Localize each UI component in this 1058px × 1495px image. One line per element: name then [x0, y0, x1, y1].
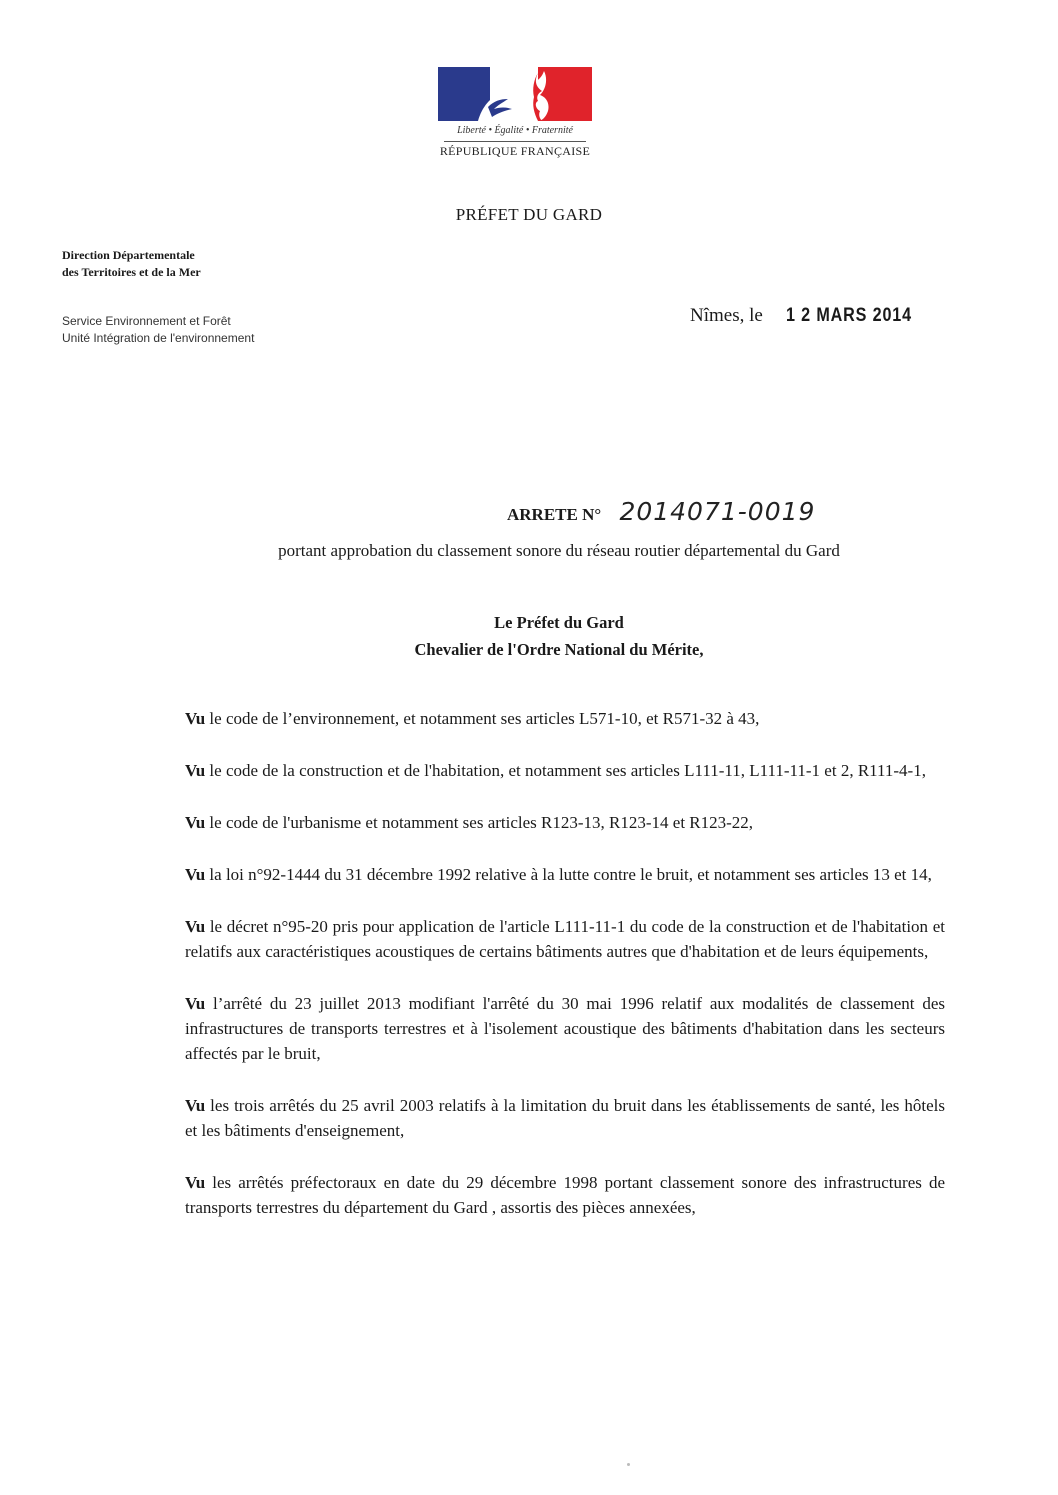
marianne-logo [438, 67, 592, 158]
logo-motto: Liberté • Égalité • Fraternité [457, 125, 573, 136]
vu-prefix: Vu [185, 994, 206, 1013]
date-prefix: Nîmes, le [690, 305, 763, 326]
vu-prefix: Vu [185, 813, 206, 832]
logo-republique-francaise: RÉPUBLIQUE FRANÇAISE [439, 144, 591, 158]
vu-prefix: Vu [185, 1096, 206, 1115]
considerant-text: la loi n°92-1444 du 31 décembre 1992 relative à la lutte contre le bruit, et notamment ses articles 13 et 14, [205, 865, 932, 884]
prefet-title-line-2: Chevalier de l'Ordre National du Mérite, [414, 640, 704, 659]
considerant-text: le décret n°95-20 pris pour application de l'article L111-11-1 du code de la construction et de l'habitation et relatifs aux caractéristiques acoustiques de certains bâtiments autres que d'habitation et de leurs équipements, [185, 917, 945, 961]
direction-block [62, 247, 201, 281]
considerant-item [185, 1170, 945, 1220]
direction-line-1: Direction Départementale [62, 248, 195, 262]
date-stamp: 1 2 MARS 2014 [785, 305, 912, 326]
vu-prefix: Vu [185, 865, 206, 884]
prefet-header: PRÉFET DU GARD [455, 205, 603, 224]
considerant-item [185, 862, 945, 887]
considerant-item [185, 706, 945, 731]
logo-divider [444, 141, 586, 142]
direction-line-2: des Territoires et de la Mer [62, 265, 201, 279]
arrete-heading [507, 497, 815, 526]
considerant-text: le code de l’environnement, et notamment ses articles L571-10, et R571-32 à 43, [205, 709, 760, 728]
considerant-item [185, 991, 945, 1066]
prefet-title-line-1: Le Préfet du Gard [494, 613, 624, 632]
considerant-text: l’arrêté du 23 juillet 2013 modifiant l'arrêté du 30 mai 1996 relatif aux modalités de classement des infrastructures de transports terrestres et à l'isolement acoustique des bâtiments d'habitation dans les secteurs affectés par le bruit, [185, 994, 945, 1063]
vu-prefix: Vu [185, 761, 206, 780]
considerant-item [185, 758, 945, 783]
vu-prefix: Vu [185, 917, 206, 936]
considerant-item [185, 810, 945, 835]
considerant-text: le code de l'urbanisme et notamment ses articles R123-13, R123-14 et R123-22, [205, 813, 754, 832]
considerant-text: le code de la construction et de l'habitation, et notamment ses articles L111-11, L111-11-1 et 2, R111-4-1, [205, 761, 926, 780]
service-block [62, 313, 254, 347]
prefet-title [30, 609, 1058, 663]
considerant-item [185, 914, 945, 964]
arrete-number-handwritten: 2014071-0019 [619, 497, 816, 526]
considerants-list [185, 706, 945, 1247]
date-line [690, 305, 934, 327]
arrete-subtitle: portant approbation du classement sonore du réseau routier départemental du Gard [278, 541, 840, 560]
vu-prefix: Vu [185, 709, 206, 728]
service-line-1: Service Environnement et Forêt [62, 314, 231, 328]
marianne-flag-icon [438, 67, 592, 121]
service-line-2: Unité Intégration de l'environnement [62, 331, 255, 345]
considerant-text: les arrêtés préfectoraux en date du 29 décembre 1998 portant classement sonore des infrastructures de transports terrestres du département du Gard , assortis des pièces annexées, [185, 1173, 945, 1217]
considerant-text: les trois arrêtés du 25 avril 2003 relatifs à la limitation du bruit dans les établissements de santé, les hôtels et les bâtiments d'enseignement, [185, 1096, 945, 1140]
considerant-item [185, 1093, 945, 1143]
arrete-label: ARRETE N° [507, 505, 602, 524]
scan-speck [627, 1463, 630, 1466]
vu-prefix: Vu [185, 1173, 206, 1192]
